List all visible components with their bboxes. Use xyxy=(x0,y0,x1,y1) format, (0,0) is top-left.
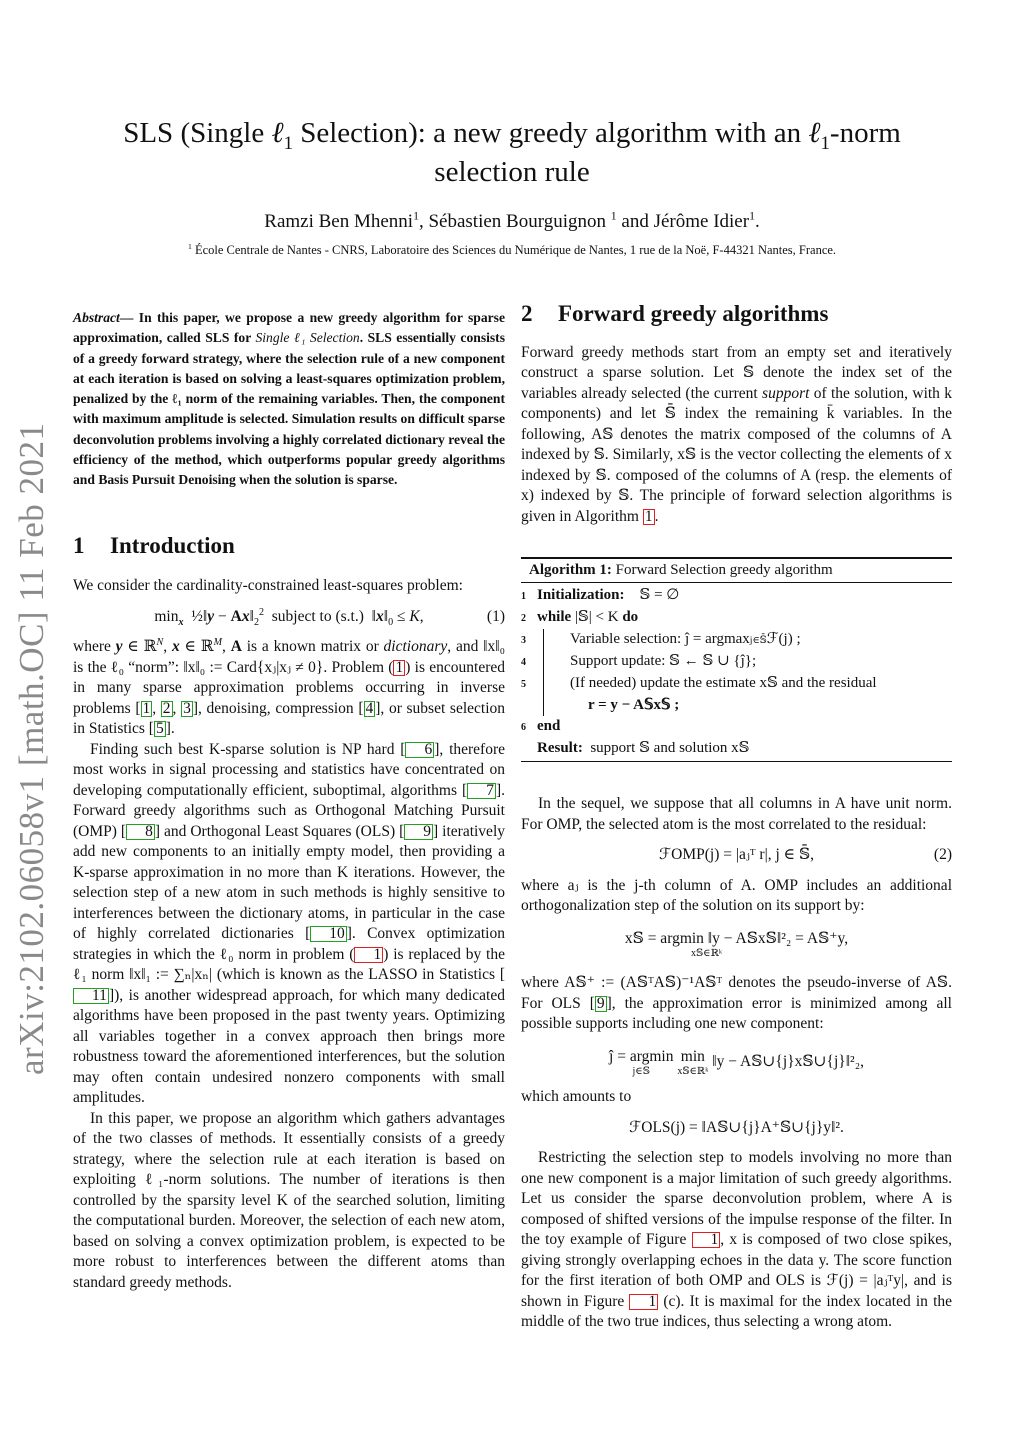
equation-ref[interactable]: 1 xyxy=(354,947,383,963)
equation-3 xyxy=(521,929,952,960)
equation-body: ℱOLS(j) = ‖A𝕊∪{j}A⁺𝕊∪{j}y‖². xyxy=(629,1118,844,1136)
abstract-text: In this paper, we propose a new greedy algorithm for sparse approximation, called SLS for xyxy=(73,310,505,346)
equation-ref[interactable]: 1 xyxy=(395,658,404,676)
affil-mark: 1 xyxy=(749,209,755,223)
title-part: Selection): a new greedy algorithm with an xyxy=(292,117,809,149)
author-name: , Sébastien Bourguignon xyxy=(418,211,611,232)
affil-mark: 1 xyxy=(413,209,419,223)
ell1-subscript: 1 xyxy=(283,132,293,154)
dictionary-term: dictionary xyxy=(383,638,448,656)
authors: Ramzi Ben Mhenni$^1$, Sébastien Bourguignon $^1$ and Jérôme Idier$^1$. xyxy=(264,209,760,232)
equation-number: (1) xyxy=(486,607,505,625)
algorithm-result: Result: support 𝕊 and solution x𝕊 xyxy=(537,740,750,756)
title-part: SLS (Single xyxy=(123,117,272,149)
title-part: -norm xyxy=(829,117,901,149)
citation[interactable]: 8 xyxy=(126,824,155,840)
equation-number: (2) xyxy=(933,846,952,863)
ell1-symbol: ℓ xyxy=(271,117,284,149)
citation[interactable]: 9 xyxy=(596,994,605,1012)
section-title: Forward greedy algorithms xyxy=(558,301,829,326)
equation-body: ĵ = argmin xyxy=(609,1047,674,1065)
equation-5 xyxy=(521,1118,952,1139)
section-title: Introduction xyxy=(110,532,235,558)
algorithm-box xyxy=(521,557,952,762)
algorithm-line: 3 Variable selection: ĵ = argmax j∈𝕊̄ ℱ(j) ; xyxy=(521,629,952,651)
abstract xyxy=(73,308,505,491)
citation[interactable]: 11 xyxy=(73,988,109,1004)
abstract-italic: Single ℓ₁ Selection xyxy=(255,330,360,346)
support-term: support xyxy=(762,384,810,402)
citation[interactable]: 10 xyxy=(310,926,347,942)
paragraph: Forward greedy methods start from an empty set and iteratively construct a sparse solution. Let 𝕊 denote the index set of the variables already selected (the current support of the solution, with k components) and let 𝕊̄ index the remaining k̄ variables. In the following, A𝕊 denotes the matrix composed of the columns of A indexed by 𝕊. Similarly, x𝕊 is the vector collecting the elements of x indexed by 𝕊. composed of the columns of A (resp. the elements of x) indexed by 𝕊. The principle of forward selection algorithms is given in Algorithm 1 . xyxy=(521,343,952,525)
section-number: 2 xyxy=(521,301,533,326)
affiliation-text: École Centrale de Nantes - CNRS, Laboratoire des Sciences du Numérique de Nantes, 1 rue de la Noë, F-44321 Nantes, France. xyxy=(194,243,837,257)
citation[interactable]: 4 xyxy=(365,699,374,717)
paragraph: Finding such best K-sparse solution is NP hard [ 6 ], therefore most works in signal processing and statistics have concentrated on developing computationally efficient, suboptimal, algorithms [ 7 ]. Forward greedy algorithms such as Orthogonal Matching Pursuit (OMP) [ 8 ] and Orthogonal Least Squares (OLS) [ 9 ] iteratively add new components to an initially empty model, then providing a K-sparse approximation in no more than K iterations. However, the selection step of a new atom in such methods is highly sensitive to interferences between the dictionary atoms, in particular in the case of highly correlated dictionaries [ 10 ]. Convex optimization strategies in which the ℓ₀ norm in problem ( 1 ) is replaced by the ℓ₁ norm ‖x‖₁ := ∑ₙ|xₙ| (which is known as the LASSO in Statistics [11 ]), is another widespread approach, for which many dedicated algorithms have been proposed in the past twenty years. Optimizing all variables together in a convex approach then brings more robustness toward the aforementioned interferences, but the solution may often contain undesired nonzero components with small amplitudes. xyxy=(73,740,505,1107)
figure-ref[interactable]: 1 xyxy=(629,1294,658,1310)
paragraph: In the sequel, we suppose that all columns in A have unit norm. For OMP, the selected atom is the most correlated to the residual: xyxy=(521,795,952,833)
algorithm-body xyxy=(521,583,952,761)
equation-text: subject to (s.t.) xyxy=(271,607,364,625)
author-name: and Jérôme Idier xyxy=(616,211,750,232)
abstract-text: . SLS essentially consists of a greedy forward strategy, where the selection rule of a new component at each iteration is based on solving a least-squares optimization problem, penalized by the ℓ₁ norm of the remaining variables. Then, the component with maximum amplitude is selected. Simulation results on difficult sparse deconvolution problems involving a highly correlated dictionary reveal the efficiency of the method, which outperforms popular greedy algorithms and Basis Pursuit Denoising when the solution is sparse. xyxy=(73,330,505,488)
section-number: 1 xyxy=(73,532,85,558)
left-column xyxy=(73,308,505,1293)
paragraph: Restricting the selection step to models involving no more than one new component is a major limitation of such greedy algorithms. Let us consider the sparse deconvolution problem, where A is composed of shifted versions of the impulse response of the filter. In the toy example of Figure 1 , x is composed of two close spikes, giving strongly overlapping echoes in the data y. The score function for the first iteration of both OMP and OLS is ℱ(j) = |aⱼᵀy|, and is shown in Figure 1 (c). It is maximal for the index located in the middle of the two true indices, thus selecting a wrong atom. xyxy=(521,1149,953,1330)
equation-body: x𝕊 = argmin ‖y − A𝕊x𝕊‖²₂ = A𝕊⁺y, xyxy=(624,929,849,947)
citation[interactable]: 5 xyxy=(155,720,164,738)
equation-body: $\min_x$ ½‖y − $Ax‖_2^2$ subject to (s.t.) $‖x‖_0 \le K$, xyxy=(154,606,424,628)
paragraph: In this paper, we propose an algorithm which gathers advantages of the two classes of methods. It essentially consists of a greedy strategy, where the selection rule at each iteration is based on exploiting ℓ₁-norm solutions. The number of iterations is then controlled by the sparsity level K of the searched solution, limiting the computational burden. Moreover, the selection of each new atom, based on solving a convex optimization problem, is expected to be more robust to interferences between the different atoms than standard greedy methods. xyxy=(73,1109,505,1291)
algorithm-line: 1 Initialization: 𝕊 = ∅ xyxy=(521,587,680,603)
affiliation xyxy=(60,243,964,258)
ell1-subscript: 1 xyxy=(820,132,830,154)
equation-subscript: x𝕊∈ℝᵏ xyxy=(677,1066,709,1077)
equation-body: ℱOMP(j) = |aⱼᵀ r|, j ∈ 𝕊̄, xyxy=(658,846,815,863)
affil-mark: 1 xyxy=(187,241,192,251)
equation-body: min xyxy=(680,1047,705,1065)
right-column xyxy=(521,301,953,1333)
citation[interactable]: 2 xyxy=(162,699,171,717)
section-heading xyxy=(521,301,952,326)
algorithm-ref[interactable]: 1 xyxy=(644,507,653,525)
paragraph: where A𝕊⁺ := (A𝕊ᵀA𝕊)⁻¹A𝕊ᵀ denotes the pseudo-inverse of A𝕊. For OLS [ 9 ], the approximation error is minimized among all possible supports including one new component: xyxy=(521,974,952,1032)
algorithm-line: r = y − A𝕊x𝕊 ; xyxy=(521,695,952,716)
algorithm-line: 2 while |𝕊| < K do xyxy=(521,609,639,625)
algorithm-title: Algorithm 1: Forward Selection greedy algorithm xyxy=(521,559,952,583)
equation-1 xyxy=(73,607,505,628)
citation[interactable]: 9 xyxy=(404,824,433,840)
author-name: Ramzi Ben Mhenni xyxy=(264,211,414,232)
affil-mark: 1 xyxy=(610,209,617,223)
citation[interactable]: 7 xyxy=(467,783,496,799)
equation-2 xyxy=(521,845,952,866)
citation[interactable]: 6 xyxy=(405,742,434,758)
title-line-2: selection rule xyxy=(434,156,590,188)
paragraph: where y ∈ ℝ$^N$, x ∈ ℝ$^M$, A is a known matrix or dictionary, and ‖x‖₀ is the ℓ₀ “norm”: ‖x‖₀ := Card{xⱼ|xⱼ ≠ 0}. Problem ( 1 ) is encountered in many sparse approximation problems occurring in inverse problems [ 1 , 2 , 3 ], denoising, compression [ 4 ], or subset selection in Statistics [ 5 ]. xyxy=(73,637,506,738)
algorithm-line: 5 (If needed) update the estimate x𝕊 and the residual xyxy=(521,673,952,695)
arxiv-stamp: arXiv:2102.06058v1 [math.OC] 11 Feb 2021 xyxy=(12,422,51,1075)
algorithm-line: 4 Support update: 𝕊 ← 𝕊 ∪ {ĵ}; xyxy=(521,651,952,673)
section-heading xyxy=(73,532,505,558)
citation[interactable]: 3 xyxy=(183,699,191,717)
ell1-symbol: ℓ xyxy=(808,117,821,149)
paper-title xyxy=(90,114,934,192)
equation-subscript: j∈𝕊 xyxy=(632,1066,650,1077)
equation-subscript: x𝕊∈ℝᵏ xyxy=(690,948,723,959)
citation[interactable]: 1 xyxy=(142,699,151,717)
paragraph: which amounts to xyxy=(521,1088,632,1105)
algorithm-line: 6 end xyxy=(521,718,561,734)
equation-body: ‖y − A𝕊∪{j}x𝕊∪{j}‖²₂, xyxy=(712,1052,864,1070)
paragraph: We consider the cardinality-constrained least-squares problem: xyxy=(73,577,463,595)
abstract-label: Abstract— xyxy=(73,310,134,325)
figure-ref[interactable]: 1 xyxy=(692,1232,721,1248)
paragraph: where aⱼ is the j-th column of A. OMP includes an additional orthogonalization step of the solution on its support by: xyxy=(521,876,952,914)
equation-4 xyxy=(521,1047,952,1078)
